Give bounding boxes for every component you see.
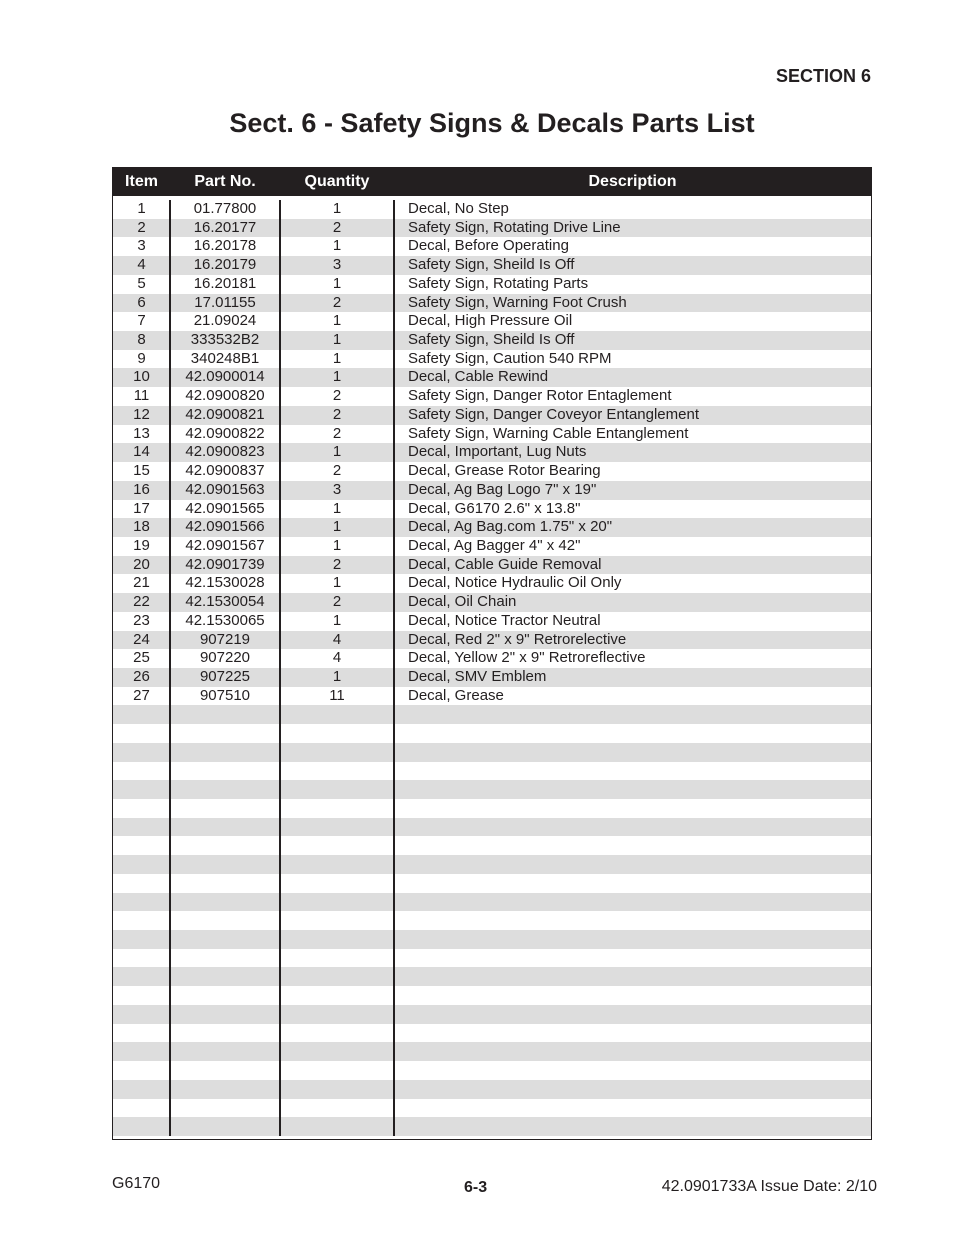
table-body	[113, 200, 871, 1136]
cell-quantity: 1	[332, 443, 342, 461]
cell-item: 27	[133, 686, 150, 704]
cell-part-no: 42.0901565	[185, 499, 265, 517]
cell-item	[113, 967, 170, 986]
cell-item: 14	[133, 443, 150, 461]
cell-part-no: 16.20177	[193, 218, 257, 236]
table-header	[113, 168, 871, 196]
cell-part-no: 16.20179	[193, 256, 257, 274]
cell-item: 26	[133, 667, 150, 685]
cell-description: Decal, Before Operating	[408, 237, 569, 255]
cell-quantity	[280, 705, 394, 724]
empty-table-row	[113, 855, 871, 874]
cell-description: Decal, Cable Rewind	[408, 368, 549, 386]
cell-part-no	[170, 1117, 280, 1136]
empty-table-row	[113, 930, 871, 949]
cell-quantity: 1	[332, 518, 342, 536]
cell-part-no: 42.1530028	[185, 574, 265, 592]
cell-description	[394, 1099, 871, 1118]
cell-description	[394, 893, 871, 912]
cell-description	[394, 743, 871, 762]
cell-quantity	[280, 986, 394, 1005]
table-row	[113, 368, 871, 387]
cell-item: 21	[133, 574, 150, 592]
cell-item: 17	[133, 499, 150, 517]
cell-part-no	[170, 1099, 280, 1118]
cell-quantity	[280, 1080, 394, 1099]
cell-quantity	[280, 743, 394, 762]
cell-part-no	[170, 1042, 280, 1061]
cell-description	[394, 949, 871, 968]
cell-item: 19	[133, 536, 150, 554]
cell-item	[113, 930, 170, 949]
cell-description: Safety Sign, Sheild Is Off	[408, 331, 575, 349]
cell-part-no	[170, 874, 280, 893]
cell-description	[394, 1117, 871, 1136]
cell-part-no	[170, 855, 280, 874]
table-row	[113, 237, 871, 256]
cell-item	[113, 705, 170, 724]
cell-description	[394, 1042, 871, 1061]
empty-table-row	[113, 1080, 871, 1099]
cell-item: 25	[133, 649, 150, 667]
header-description: Description	[588, 173, 677, 190]
empty-table-row	[113, 986, 871, 1005]
cell-part-no: 42.1530065	[185, 611, 265, 629]
cell-description	[394, 762, 871, 781]
cell-item	[113, 1061, 170, 1080]
cell-part-no: 42.0900821	[185, 405, 265, 423]
cell-quantity: 2	[332, 555, 342, 573]
cell-description	[394, 799, 871, 818]
cell-description	[394, 1080, 871, 1099]
table-row	[113, 275, 871, 294]
cell-description	[394, 1061, 871, 1080]
cell-item	[113, 799, 170, 818]
cell-description	[394, 874, 871, 893]
cell-quantity	[280, 1005, 394, 1024]
table-row	[113, 331, 871, 350]
cell-quantity: 1	[332, 200, 342, 217]
cell-quantity: 1	[332, 237, 342, 255]
cell-part-no	[170, 967, 280, 986]
cell-quantity: 3	[332, 480, 342, 498]
empty-table-row	[113, 967, 871, 986]
cell-item	[113, 1042, 170, 1061]
cell-quantity: 2	[332, 293, 342, 311]
cell-quantity	[280, 818, 394, 837]
cell-part-no: 01.77800	[193, 200, 257, 217]
cell-description	[394, 1005, 871, 1024]
cell-quantity	[280, 893, 394, 912]
cell-part-no: 16.20181	[193, 274, 257, 292]
cell-description	[394, 705, 871, 724]
table-row	[113, 462, 871, 481]
cell-quantity	[280, 799, 394, 818]
cell-quantity: 4	[332, 630, 342, 648]
cell-item: 2	[137, 218, 146, 236]
cell-item: 7	[137, 312, 146, 330]
empty-table-row	[113, 705, 871, 724]
empty-table-row	[113, 1042, 871, 1061]
table-row	[113, 668, 871, 687]
cell-part-no: 333532B2	[190, 331, 260, 349]
cell-item	[113, 893, 170, 912]
cell-description	[394, 986, 871, 1005]
table-row	[113, 256, 871, 275]
cell-item	[113, 743, 170, 762]
header-quantity: Quantity	[304, 173, 370, 190]
empty-table-row	[113, 743, 871, 762]
empty-table-row	[113, 836, 871, 855]
cell-part-no	[170, 1061, 280, 1080]
cell-part-no: 42.0901563	[185, 480, 265, 498]
cell-description	[394, 780, 871, 799]
cell-description: Safety Sign, Rotating Drive Line	[408, 218, 621, 236]
table-row	[113, 219, 871, 238]
cell-item	[113, 1080, 170, 1099]
cell-item	[113, 1117, 170, 1136]
cell-quantity: 1	[332, 331, 342, 349]
empty-table-row	[113, 799, 871, 818]
cell-quantity	[280, 762, 394, 781]
cell-part-no: 42.0900820	[185, 387, 265, 405]
cell-description: Safety Sign, Warning Cable Entanglement	[408, 424, 689, 442]
table-row	[113, 687, 871, 706]
cell-item	[113, 874, 170, 893]
cell-part-no: 907225	[199, 667, 251, 685]
cell-description	[394, 911, 871, 930]
cell-description: Decal, Ag Bagger 4" x 42"	[408, 536, 581, 554]
cell-item: 24	[133, 630, 150, 648]
cell-part-no	[170, 1005, 280, 1024]
cell-quantity: 1	[332, 667, 342, 685]
cell-part-no: 42.0900014	[185, 368, 265, 386]
cell-quantity	[280, 949, 394, 968]
empty-table-row	[113, 1117, 871, 1136]
page-title: Sect. 6 - Safety Signs & Decals Parts List	[229, 108, 755, 138]
cell-item	[113, 818, 170, 837]
cell-item: 3	[137, 237, 146, 255]
cell-part-no: 42.0901566	[185, 518, 265, 536]
cell-part-no	[170, 893, 280, 912]
cell-item: 9	[137, 349, 146, 367]
cell-part-no: 907220	[199, 649, 251, 667]
cell-part-no: 42.0901567	[185, 536, 265, 554]
cell-description	[394, 855, 871, 874]
cell-quantity	[280, 1117, 394, 1136]
cell-quantity: 1	[332, 312, 342, 330]
header-part-no: Part No.	[194, 173, 256, 190]
cell-quantity	[280, 1061, 394, 1080]
cell-quantity: 1	[332, 368, 342, 386]
cell-item: 5	[137, 274, 146, 292]
cell-item	[113, 1005, 170, 1024]
cell-part-no: 42.0900823	[185, 443, 265, 461]
parts-table	[112, 167, 872, 1140]
cell-part-no: 907510	[199, 686, 251, 704]
cell-quantity: 1	[332, 349, 342, 367]
cell-quantity: 1	[332, 611, 342, 629]
cell-description	[394, 967, 871, 986]
table-row	[113, 500, 871, 519]
cell-part-no	[170, 799, 280, 818]
cell-part-no	[170, 911, 280, 930]
cell-description: Safety Sign, Caution 540 RPM	[408, 349, 612, 367]
table-row	[113, 406, 871, 425]
cell-quantity	[280, 855, 394, 874]
footer-model: G6170	[112, 1175, 161, 1192]
table-row	[113, 481, 871, 500]
cell-item	[113, 855, 170, 874]
cell-quantity	[280, 1099, 394, 1118]
cell-item: 11	[133, 387, 150, 405]
column-divider	[279, 200, 281, 1136]
cell-part-no	[170, 949, 280, 968]
cell-item	[113, 1024, 170, 1043]
empty-table-row	[113, 911, 871, 930]
empty-table-row	[113, 762, 871, 781]
cell-item: 12	[133, 405, 150, 423]
cell-description: Decal, Cable Guide Removal	[408, 555, 602, 573]
cell-description: Decal, Important, Lug Nuts	[408, 443, 587, 461]
empty-table-row	[113, 1005, 871, 1024]
table-row	[113, 537, 871, 556]
empty-table-row	[113, 818, 871, 837]
cell-item: 10	[133, 368, 150, 386]
column-divider	[169, 200, 171, 1136]
cell-part-no: 340248B1	[190, 349, 260, 367]
cell-part-no	[170, 762, 280, 781]
cell-description: Decal, Notice Hydraulic Oil Only	[408, 574, 622, 592]
cell-description	[394, 1024, 871, 1043]
table-row	[113, 631, 871, 650]
cell-quantity	[280, 1024, 394, 1043]
cell-quantity: 1	[332, 574, 342, 592]
cell-quantity: 2	[332, 462, 342, 480]
cell-item	[113, 724, 170, 743]
empty-table-row	[113, 780, 871, 799]
cell-part-no	[170, 930, 280, 949]
empty-table-row	[113, 1061, 871, 1080]
cell-part-no	[170, 1024, 280, 1043]
cell-item: 16	[133, 480, 150, 498]
cell-quantity	[280, 874, 394, 893]
cell-description: Decal, Oil Chain	[408, 593, 517, 611]
cell-part-no: 42.1530054	[185, 593, 265, 611]
header-item: Item	[125, 173, 158, 190]
table-row	[113, 649, 871, 668]
cell-item: 23	[133, 611, 150, 629]
cell-description: Decal, Grease	[408, 686, 504, 704]
cell-description: Decal, No Step	[408, 200, 509, 217]
cell-part-no	[170, 836, 280, 855]
cell-part-no: 907219	[199, 630, 251, 648]
cell-quantity	[280, 967, 394, 986]
cell-part-no	[170, 705, 280, 724]
cell-description: Decal, Yellow 2" x 9" Retroreflective	[408, 649, 646, 667]
cell-part-no: 16.20178	[193, 237, 257, 255]
cell-quantity	[280, 724, 394, 743]
cell-quantity: 1	[332, 499, 342, 517]
cell-quantity	[280, 1042, 394, 1061]
cell-item: 15	[133, 462, 150, 480]
footer-page-number: 6-3	[464, 1179, 488, 1196]
table-row	[113, 612, 871, 631]
cell-quantity: 1	[332, 536, 342, 554]
cell-description: Safety Sign, Danger Rotor Entaglement	[408, 387, 672, 405]
empty-table-row	[113, 1099, 871, 1118]
table-row	[113, 200, 871, 219]
table-row	[113, 350, 871, 369]
cell-part-no: 42.0900837	[185, 462, 265, 480]
cell-part-no	[170, 818, 280, 837]
cell-item	[113, 762, 170, 781]
cell-quantity	[280, 930, 394, 949]
section-label: SECTION 6	[775, 66, 871, 86]
cell-description: Safety Sign, Sheild Is Off	[408, 256, 575, 274]
cell-quantity: 2	[332, 593, 342, 611]
cell-description	[394, 724, 871, 743]
cell-quantity: 1	[332, 274, 342, 292]
cell-quantity: 4	[332, 649, 342, 667]
cell-item: 4	[137, 256, 146, 274]
cell-quantity	[280, 836, 394, 855]
cell-part-no	[170, 780, 280, 799]
table-row	[113, 574, 871, 593]
cell-description: Safety Sign, Rotating Parts	[408, 274, 589, 292]
cell-item: 18	[133, 518, 150, 536]
cell-description: Decal, Ag Bag.com 1.75" x 20"	[408, 518, 613, 536]
cell-description: Decal, Grease Rotor Bearing	[408, 462, 601, 480]
cell-description: Decal, SMV Emblem	[408, 667, 547, 685]
cell-description: Decal, Notice Tractor Neutral	[408, 611, 601, 629]
cell-item	[113, 836, 170, 855]
cell-part-no: 42.0900822	[185, 424, 265, 442]
cell-quantity: 11	[329, 686, 345, 704]
cell-description	[394, 818, 871, 837]
cell-item	[113, 949, 170, 968]
cell-part-no: 42.0901739	[185, 555, 265, 573]
cell-part-no	[170, 986, 280, 1005]
table-row	[113, 593, 871, 612]
cell-description: Safety Sign, Danger Coveyor Entanglement	[408, 405, 699, 423]
cell-item: 20	[133, 555, 150, 573]
cell-description: Decal, High Pressure Oil	[408, 312, 573, 330]
empty-table-row	[113, 874, 871, 893]
cell-item: 22	[133, 593, 150, 611]
cell-quantity: 2	[332, 405, 342, 423]
cell-part-no	[170, 743, 280, 762]
table-row	[113, 443, 871, 462]
cell-quantity: 2	[332, 387, 342, 405]
table-row	[113, 294, 871, 313]
cell-description	[394, 930, 871, 949]
cell-item	[113, 986, 170, 1005]
cell-part-no: 17.01155	[194, 293, 256, 311]
cell-item: 6	[137, 293, 146, 311]
empty-table-row	[113, 1024, 871, 1043]
empty-table-row	[113, 724, 871, 743]
cell-quantity: 3	[332, 256, 342, 274]
cell-part-no: 21.09024	[193, 312, 257, 330]
footer-issue: 42.0901733A Issue Date: 2/10	[661, 1178, 877, 1195]
cell-item	[113, 1099, 170, 1118]
cell-part-no	[170, 724, 280, 743]
table-row	[113, 556, 871, 575]
cell-quantity: 2	[332, 424, 342, 442]
empty-table-row	[113, 893, 871, 912]
cell-description: Decal, G6170 2.6" x 13.8"	[408, 499, 581, 517]
table-row	[113, 518, 871, 537]
cell-part-no	[170, 1080, 280, 1099]
cell-item: 8	[137, 331, 146, 349]
table-row	[113, 425, 871, 444]
cell-item: 1	[137, 200, 146, 217]
cell-description: Decal, Ag Bag Logo 7" x 19"	[408, 480, 597, 498]
cell-description: Decal, Red 2" x 9" Retrorelective	[408, 630, 627, 648]
cell-quantity	[280, 780, 394, 799]
table-row	[113, 387, 871, 406]
cell-quantity: 2	[332, 218, 342, 236]
cell-item	[113, 911, 170, 930]
cell-quantity	[280, 911, 394, 930]
cell-description: Safety Sign, Warning Foot Crush	[408, 293, 627, 311]
empty-table-row	[113, 949, 871, 968]
cell-description	[394, 836, 871, 855]
cell-item: 13	[133, 424, 150, 442]
column-divider	[393, 200, 395, 1136]
cell-item	[113, 780, 170, 799]
table-row	[113, 312, 871, 331]
